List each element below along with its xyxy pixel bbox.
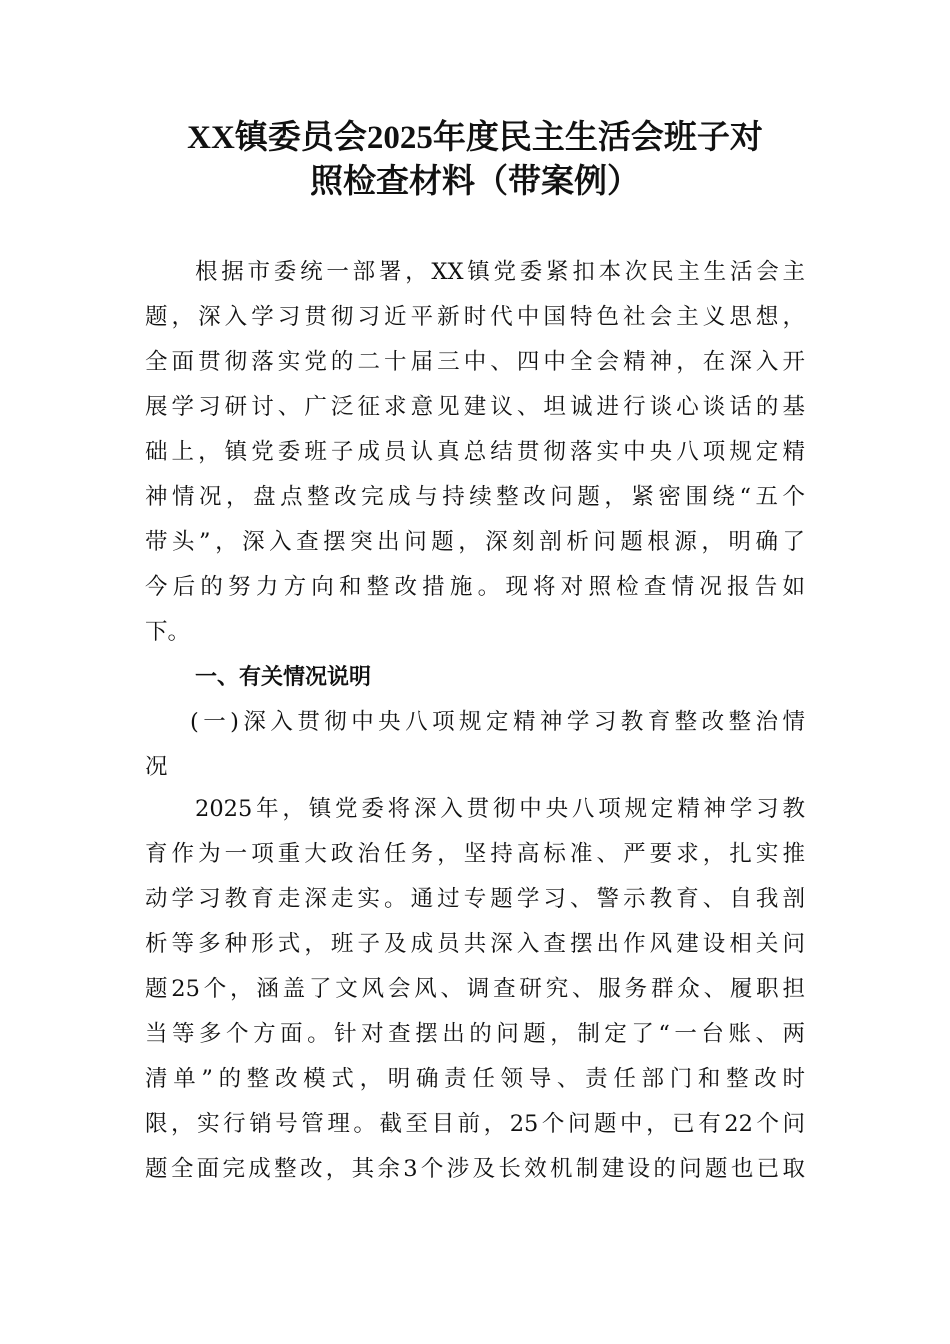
- paragraph-line: 动学习教育走深走实。通过专题学习、警示教育、自我剖: [145, 886, 805, 912]
- subsection-heading-line: 况: [145, 754, 168, 780]
- paragraph-line: 析等多种形式，班子及成员共深入查摆出作风建设相关问: [145, 931, 805, 957]
- paragraph-line: 根据市委统一部署，XX镇党委紧扣本次民主生活会主: [195, 259, 805, 285]
- title-line: 照检查材料（带案例）: [310, 164, 640, 200]
- paragraph-line: 展学习研讨、广泛征求意见建议、坦诚进行谈心谈话的基: [145, 394, 805, 420]
- subsection-heading-line: (一)深入贯彻中央八项规定精神学习教育整改整治情: [190, 709, 805, 735]
- paragraph-line: 题，深入学习贯彻习近平新时代中国特色社会主义思想，: [145, 304, 805, 330]
- paragraph-line: 今后的努力方向和整改措施。现将对照检查情况报告如: [145, 574, 805, 600]
- document-title: [140, 116, 810, 204]
- paragraph-line: 带头”，深入查摆突出问题，深刻剖析问题根源，明确了: [145, 529, 805, 555]
- section-heading: 一、有关情况说明: [195, 665, 372, 690]
- paragraph-line: 2025年，镇党委将深入贯彻中央八项规定精神学习教: [195, 796, 805, 822]
- paragraph-line: 育作为一项重大政治任务，坚持高标准、严要求，扎实推: [145, 841, 805, 867]
- paragraph-line: 题全面完成整改，其余3个涉及长效机制建设的问题也已取: [145, 1156, 805, 1182]
- paragraph-line: 下。: [145, 619, 191, 645]
- paragraph-line: 神情况，盘点整改完成与持续整改问题，紧密围绕“五个: [145, 484, 805, 510]
- paragraph-line: 当等多个方面。针对查摆出的问题，制定了“一台账、两: [145, 1021, 805, 1047]
- intro-paragraph: [145, 250, 805, 790]
- paragraph-line: 题25个，涵盖了文风会风、调查研究、服务群众、履职担: [145, 976, 805, 1002]
- body-paragraph: [145, 787, 805, 1192]
- paragraph-line: 清单”的整改模式，明确责任领导、责任部门和整改时: [145, 1066, 805, 1092]
- paragraph-line: 全面贯彻落实党的二十届三中、四中全会精神，在深入开: [145, 349, 805, 375]
- paragraph-line: 限，实行销号管理。截至目前，25个问题中，已有22个问: [145, 1111, 805, 1137]
- title-line: XX镇委员会2025年度民主生活会班子对: [187, 120, 763, 156]
- paragraph-line: 础上，镇党委班子成员认真总结贯彻落实中央八项规定精: [145, 439, 805, 465]
